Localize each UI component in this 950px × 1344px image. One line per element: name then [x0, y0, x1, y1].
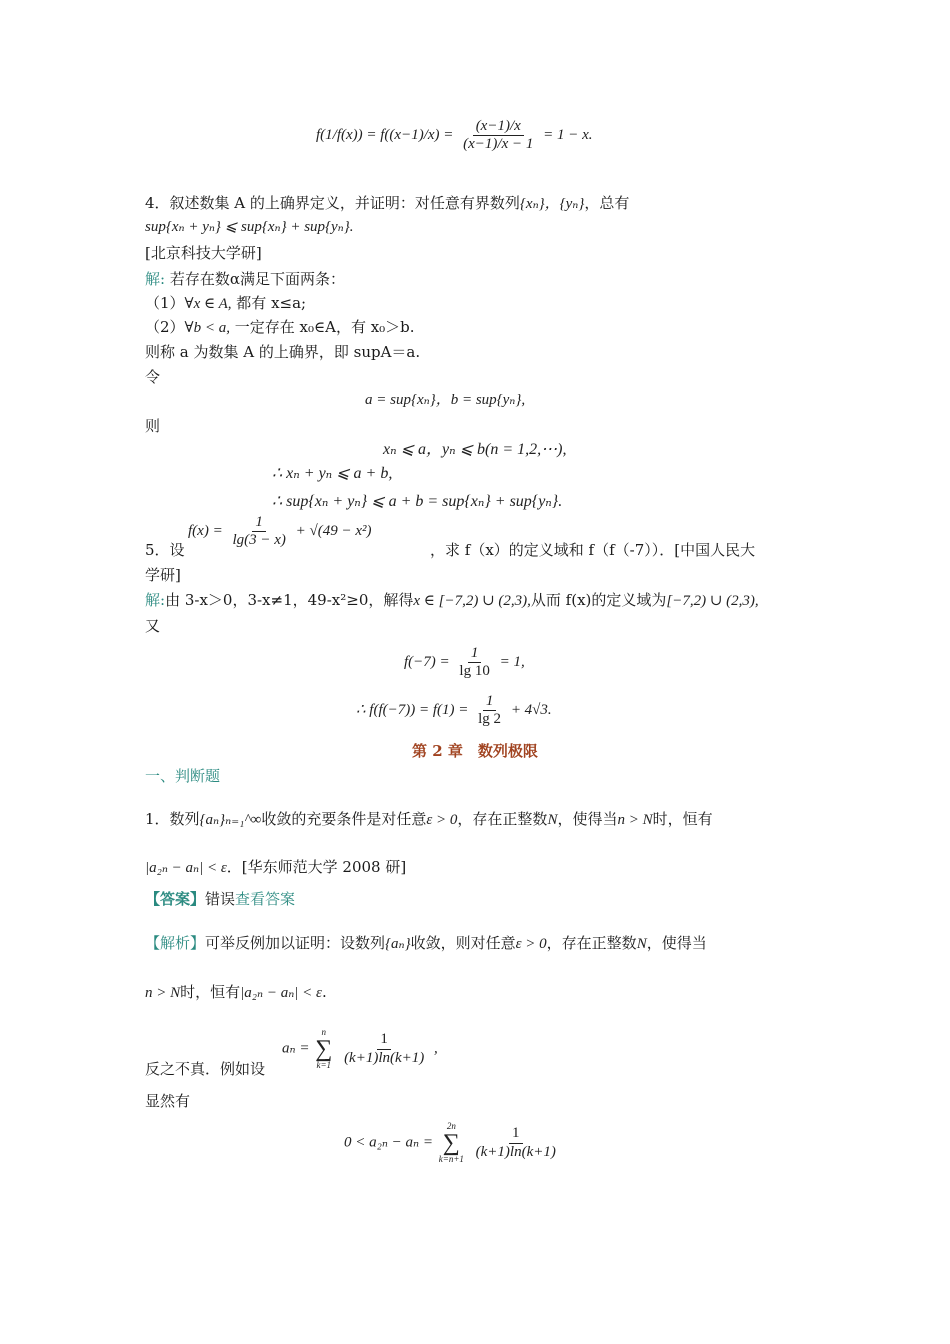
analysis-text1: 可举反例加以证明：设数列: [205, 934, 386, 952]
q5-f-lhs: f(x) =: [188, 523, 223, 540]
q4-text-end: ，总有: [584, 194, 630, 212]
q4-solution-intro: [145, 270, 345, 290]
answer-label: 【答案】: [145, 890, 206, 908]
q5-eq-a-frac: [456, 645, 492, 681]
q4-text: 4．叙述数集 A 的上确界定义，并证明：对任意有界数列: [145, 194, 520, 212]
j1-nN: n > N: [617, 812, 653, 828]
formula-top-den: (x−1)/x − 1: [463, 136, 534, 153]
analysis-label: 【解析】: [145, 934, 206, 952]
formula-top-lhs: f(1/f(x)) = f((x−1)/x) =: [316, 127, 454, 144]
j1-label: 1．数列: [145, 810, 200, 828]
q5-eq-a: [404, 645, 525, 681]
formula-top-fraction: [460, 118, 536, 154]
q4-seqs: {xₙ}，{yₙ}: [519, 196, 585, 212]
sum2-sigma-glyph: ∑: [442, 1130, 460, 1156]
sum1-bottom: k=1: [316, 1060, 332, 1070]
c1-label: （1）: [145, 294, 185, 312]
analysis-nN: n > N: [145, 985, 181, 1001]
sum1-lhs: aₙ =: [282, 1040, 310, 1057]
q5-function: [188, 514, 372, 550]
q5-f-den: lg(3 − x): [232, 532, 286, 549]
sum2-num: 1: [509, 1125, 523, 1143]
q5-solution-math2: [−7,2) ∪ (2,3),: [666, 593, 759, 609]
q4-definition: 则称 a 为数集 A 的上确界，即 supA＝a.: [145, 343, 421, 361]
sum1-top: n: [321, 1027, 326, 1037]
analysis-end: .: [321, 983, 327, 1001]
q5-eq-a-lhs: f(−7) =: [404, 654, 450, 671]
j1-N: N: [547, 812, 558, 828]
j1-ineq: |a₂ₙ − aₙ| < ε: [145, 860, 227, 876]
analysis-text3: ，存在正整数: [546, 934, 637, 952]
c1-math: ∀x ∈ A,: [184, 296, 232, 312]
q4-solution-label: 解:: [145, 270, 166, 288]
sum2-den: (k+1)ln(k+1): [475, 1143, 556, 1160]
q5-you: 又: [145, 617, 161, 635]
q5-solution-label: 解:: [145, 591, 166, 609]
c2-text: 一定存在 x₀∈A，有 x₀＞b.: [234, 318, 415, 336]
q5-eq-b-den: lg 2: [478, 711, 502, 728]
q5-eq-a-den: lg 10: [459, 663, 490, 680]
q5-solution-mid: 从而 f(x)的定义域为: [530, 591, 667, 609]
j1-text1: 收敛的充要条件是对任意: [261, 810, 427, 828]
q5-eq-b-frac: [475, 693, 504, 729]
q5-eq-a-num: 1: [468, 645, 482, 663]
q4-line1: [145, 194, 629, 215]
c2-label: （2）: [145, 318, 185, 336]
q5-f-num: 1: [252, 514, 266, 532]
j1-source: ．[华东师范大学 2008 研]: [226, 858, 407, 876]
answer-value: 错误: [205, 890, 236, 908]
j1-analysis: [145, 934, 707, 955]
j1-line1: [145, 810, 713, 831]
view-answer-link[interactable]: 查看答案: [235, 890, 296, 908]
j1-text2: ，存在正整数: [457, 810, 548, 828]
section-heading: 一、判断题: [145, 767, 221, 785]
q4-eq2: ∴ xₙ + yₙ ⩽ a + b,: [272, 465, 393, 482]
sum1-end: ,: [434, 1040, 438, 1057]
q5-eq-b-lhs: ∴ f(f(−7)) = f(1) =: [356, 702, 469, 719]
q5-solution: [145, 591, 759, 612]
j1-text3: ，使得当: [557, 810, 618, 828]
q4-then: 则: [145, 417, 161, 435]
q5-label: 5．设: [145, 541, 185, 559]
j1-seq: {aₙ}ₙ₌₁^∞: [199, 812, 262, 828]
sum-formula-1: [282, 1028, 438, 1070]
chapter-title: 第 2 章 数列极限: [412, 742, 538, 760]
analysis-eps: ε > 0: [515, 936, 547, 952]
q4-eq3: ∴ sup{xₙ + yₙ} ⩽ a + b = sup{xₙ} + sup{yₙ}.: [272, 493, 563, 510]
j1-text4: 时，恒有: [652, 810, 713, 828]
q5-eq-b-rhs: + 4√3.: [510, 702, 552, 719]
j1-analysis-line2: [145, 983, 327, 1004]
c1-text: 都有 x≤a;: [236, 294, 307, 312]
sum1-den: (k+1)ln(k+1): [344, 1049, 425, 1066]
q4-eq1: xₙ ⩽ a，yₙ ⩽ b(n = 1,2,⋯),: [383, 441, 567, 458]
formula-top: [316, 118, 593, 154]
q5-eq-b: [356, 693, 552, 729]
sum2-bottom: k=n+1: [438, 1154, 464, 1164]
q5-solution-math1: x ∈ [−7,2) ∪ (2,3),: [413, 593, 531, 609]
sum1-num: 1: [377, 1031, 391, 1049]
j1-answer: [145, 890, 295, 910]
sum1-sigma: [315, 1028, 332, 1070]
q4-condition-1: [145, 294, 306, 315]
c2-math: ∀b < a,: [184, 320, 230, 336]
sum2-lhs: 0 < a₂ₙ − aₙ =: [344, 1134, 433, 1151]
q5-eq-b-num: 1: [483, 693, 497, 711]
analysis-ineq: |a₂ₙ − aₙ| < ε: [240, 985, 322, 1001]
q5-f-fraction: [229, 514, 288, 550]
formula-top-num: (x−1)/x: [473, 118, 524, 136]
analysis-seq: {aₙ}: [385, 936, 411, 952]
sum2-fraction: [473, 1125, 559, 1161]
obvious-text: 显然有: [145, 1092, 191, 1110]
sum1-sigma-glyph: ∑: [315, 1036, 333, 1062]
analysis-text5: 时，恒有: [180, 983, 241, 1001]
sum1-fraction: [341, 1031, 427, 1067]
sum-formula-2: [344, 1122, 562, 1164]
q4-let: 令: [145, 368, 161, 386]
analysis-N: N: [636, 936, 647, 952]
sum2-top: 2n: [446, 1121, 456, 1131]
q4-solution-text: 若存在数α满足下面两条：: [169, 270, 345, 288]
q5-tail2: 学研]: [145, 566, 181, 584]
q4-source: [北京科技大学研]: [145, 244, 262, 262]
q5-solution-text: 由 3-x＞0，3-x≠1，49-x²≥0，解得: [165, 591, 414, 609]
q4-eq-let: a = sup{xₙ}，b = sup{yₙ},: [365, 392, 526, 408]
q5-eq-a-rhs: = 1,: [499, 654, 525, 671]
analysis-text4: ，使得当: [646, 934, 707, 952]
q5-tail: ，求 f（x）的定义域和 f（f（-7））．[中国人民大: [430, 541, 756, 559]
q4-condition-2: [145, 318, 415, 339]
sum2-sigma: [439, 1122, 464, 1164]
j1-line2: [145, 858, 406, 879]
q4-inequality: sup{xₙ + yₙ} ⩽ sup{xₙ} + sup{yₙ}.: [145, 219, 354, 235]
converse-text: 反之不真．例如设: [145, 1060, 266, 1078]
q5-f-plus: + √(49 − x²): [295, 523, 372, 540]
j1-eps: ε > 0: [426, 812, 458, 828]
formula-top-rhs: = 1 − x.: [543, 127, 593, 144]
analysis-text2: 收敛，则对任意: [410, 934, 516, 952]
